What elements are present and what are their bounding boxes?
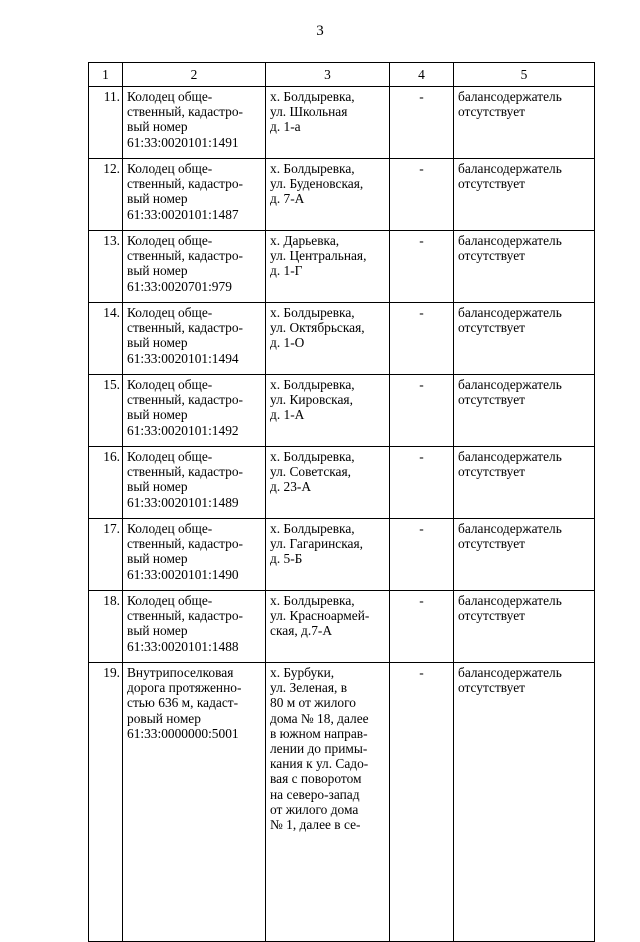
page-number: 3	[316, 23, 324, 39]
col4-value: -	[390, 519, 454, 591]
col4-value: -	[390, 663, 454, 942]
object-address: х. Дарьевка, ул. Центральная, д. 1-Г	[266, 231, 390, 303]
header-col-1: 1	[89, 63, 123, 87]
object-address: х. Болдыревка, ул. Красноармей- ская, д.7-А	[266, 591, 390, 663]
object-name: Колодец обще- ственный, кадастро- вый номер 61:33:0020101:1488	[123, 591, 266, 663]
object-name: Колодец обще- ственный, кадастро- вый номер 61:33:0020701:979	[123, 231, 266, 303]
object-name: Колодец обще- ственный, кадастро- вый номер 61:33:0020101:1490	[123, 519, 266, 591]
balance-holder: балансодержатель отсутствует	[454, 447, 595, 519]
table-row	[89, 87, 595, 159]
object-name: Колодец обще- ственный, кадастро- вый номер 61:33:0020101:1491	[123, 87, 266, 159]
col4-value: -	[390, 87, 454, 159]
table-row	[89, 447, 595, 519]
col4-value: -	[390, 591, 454, 663]
row-number: 16.	[89, 447, 123, 519]
table-row	[89, 231, 595, 303]
table-row	[89, 375, 595, 447]
object-address: х. Болдыревка, ул. Советская, д. 23-А	[266, 447, 390, 519]
row-number: 19.	[89, 663, 123, 942]
header-col-5: 5	[454, 63, 595, 87]
table-row	[89, 663, 595, 942]
row-number: 15.	[89, 375, 123, 447]
object-name: Внутрипоселковая дорога протяженно- стью 636 м, кадаст- ровый номер 61:33:0000000:5001	[123, 663, 266, 942]
col4-value: -	[390, 447, 454, 519]
balance-holder: балансодержатель отсутствует	[454, 231, 595, 303]
table-row	[89, 303, 595, 375]
balance-holder: балансодержатель отсутствует	[454, 519, 595, 591]
header-col-3: 3	[266, 63, 390, 87]
object-name: Колодец обще- ственный, кадастро- вый номер 61:33:0020101:1494	[123, 303, 266, 375]
table-body	[89, 87, 595, 942]
row-number: 14.	[89, 303, 123, 375]
property-registry-table	[88, 62, 595, 942]
row-number: 11.	[89, 87, 123, 159]
table-row	[89, 159, 595, 231]
object-name: Колодец обще- ственный, кадастро- вый номер 61:33:0020101:1487	[123, 159, 266, 231]
balance-holder: балансодержатель отсутствует	[454, 87, 595, 159]
row-number: 13.	[89, 231, 123, 303]
object-name: Колодец обще- ственный, кадастро- вый номер 61:33:0020101:1492	[123, 375, 266, 447]
object-address: х. Болдыревка, ул. Кировская, д. 1-А	[266, 375, 390, 447]
col4-value: -	[390, 231, 454, 303]
col4-value: -	[390, 375, 454, 447]
row-number: 17.	[89, 519, 123, 591]
row-number: 18.	[89, 591, 123, 663]
object-address: х. Болдыревка, ул. Школьная д. 1-а	[266, 87, 390, 159]
object-address: х. Болдыревка, ул. Буденовская, д. 7-А	[266, 159, 390, 231]
object-name: Колодец обще- ственный, кадастро- вый номер 61:33:0020101:1489	[123, 447, 266, 519]
balance-holder: балансодержатель отсутствует	[454, 663, 595, 942]
object-address: х. Болдыревка, ул. Гагаринская, д. 5-Б	[266, 519, 390, 591]
table-header-row	[89, 63, 595, 87]
balance-holder: балансодержатель отсутствует	[454, 591, 595, 663]
table-row	[89, 591, 595, 663]
col4-value: -	[390, 303, 454, 375]
row-number: 12.	[89, 159, 123, 231]
col4-value: -	[390, 159, 454, 231]
balance-holder: балансодержатель отсутствует	[454, 375, 595, 447]
object-address: х. Болдыревка, ул. Октябрьская, д. 1-О	[266, 303, 390, 375]
header-col-4: 4	[390, 63, 454, 87]
table-row	[89, 519, 595, 591]
balance-holder: балансодержатель отсутствует	[454, 159, 595, 231]
balance-holder: балансодержатель отсутствует	[454, 303, 595, 375]
object-address: х. Бурбуки, ул. Зеленая, в 80 м от жилого дома № 18, далее в южном направ- лении до примы- кания к ул. Садо- вая с поворотом на северо-запад от жилого дома № 1, далее в се-	[266, 663, 390, 942]
header-col-2: 2	[123, 63, 266, 87]
